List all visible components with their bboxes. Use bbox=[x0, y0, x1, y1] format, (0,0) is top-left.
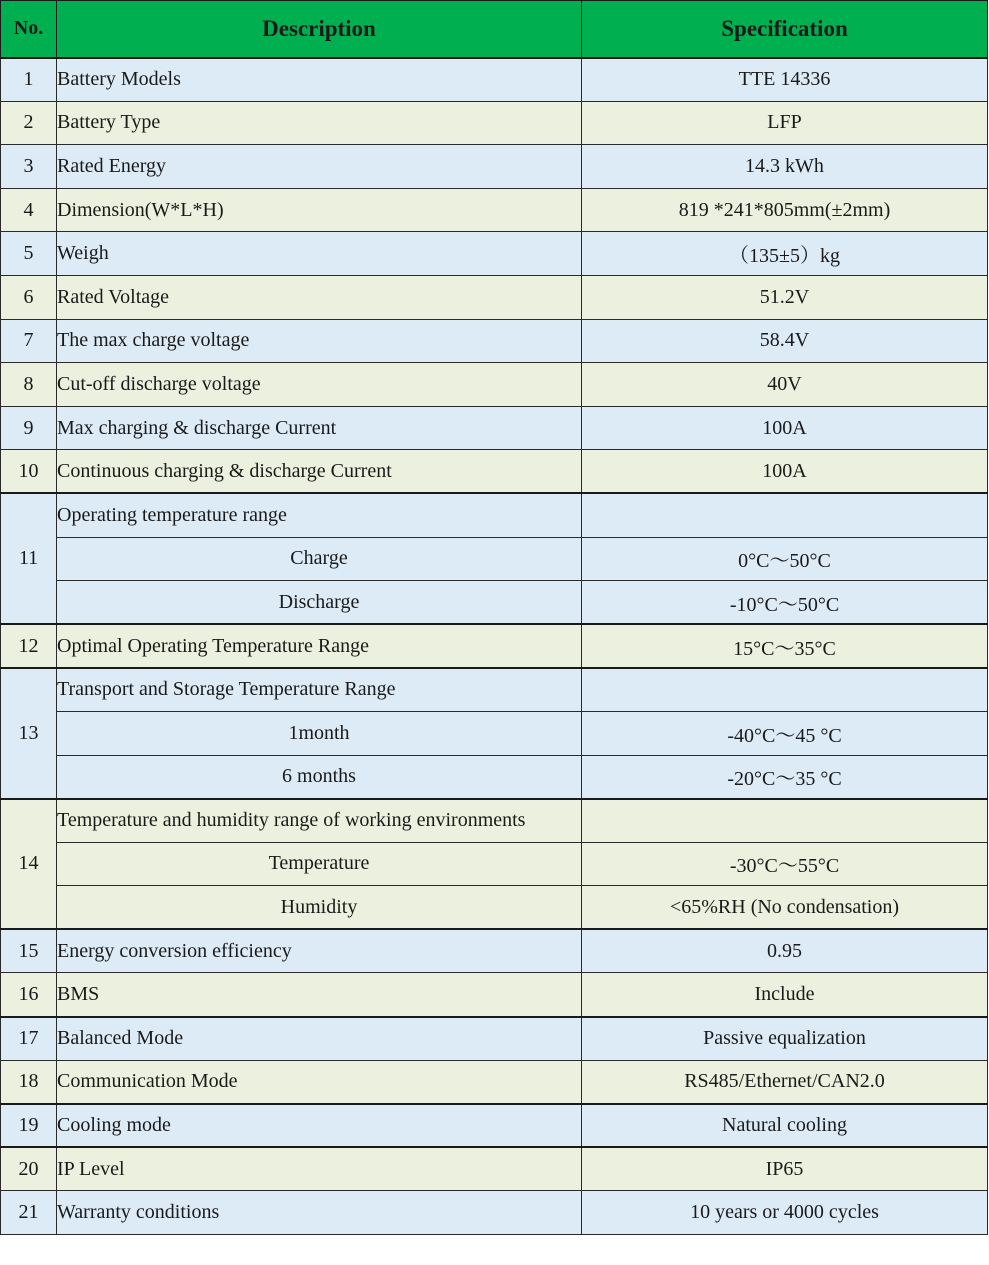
table-row bbox=[1, 799, 988, 843]
table-subrow bbox=[1, 581, 988, 625]
row-number: 18 bbox=[1, 1060, 57, 1104]
row-specification: TTE 14336 bbox=[582, 58, 988, 102]
header-description: Description bbox=[57, 1, 582, 58]
row-specification bbox=[582, 493, 988, 537]
row-number: 17 bbox=[1, 1017, 57, 1061]
row-number: 3 bbox=[1, 145, 57, 189]
row-number: 11 bbox=[1, 493, 57, 624]
row-specification: 51.2V bbox=[582, 275, 988, 319]
row-number: 14 bbox=[1, 799, 57, 930]
table-row bbox=[1, 145, 988, 189]
table-row bbox=[1, 929, 988, 973]
row-specification: Include bbox=[582, 973, 988, 1017]
header-no: No. bbox=[1, 1, 57, 58]
row-description: IP Level bbox=[57, 1147, 582, 1191]
row-specification: RS485/Ethernet/CAN2.0 bbox=[582, 1060, 988, 1104]
table-row bbox=[1, 363, 988, 407]
subrow-description: Discharge bbox=[57, 581, 582, 625]
subrow-description: Humidity bbox=[57, 886, 582, 930]
row-number: 12 bbox=[1, 624, 57, 668]
table-row bbox=[1, 319, 988, 363]
row-specification: 100A bbox=[582, 406, 988, 450]
row-number: 9 bbox=[1, 406, 57, 450]
row-number: 19 bbox=[1, 1104, 57, 1148]
table-row bbox=[1, 1060, 988, 1104]
row-description: Continuous charging & discharge Current bbox=[57, 450, 582, 494]
subrow-specification: 0°C～50°C bbox=[582, 537, 988, 581]
row-specification: 10 years or 4000 cycles bbox=[582, 1191, 988, 1235]
subrow-specification: <65%RH (No condensation) bbox=[582, 886, 988, 930]
table-subrow bbox=[1, 886, 988, 930]
row-description: The max charge voltage bbox=[57, 319, 582, 363]
row-description: Balanced Mode bbox=[57, 1017, 582, 1061]
table-row bbox=[1, 624, 988, 668]
table-row bbox=[1, 668, 988, 712]
header-row bbox=[1, 1, 988, 58]
row-specification: 14.3 kWh bbox=[582, 145, 988, 189]
row-description: Cooling mode bbox=[57, 1104, 582, 1148]
row-description: Operating temperature range bbox=[57, 493, 582, 537]
table-row bbox=[1, 406, 988, 450]
row-number: 10 bbox=[1, 450, 57, 494]
row-specification bbox=[582, 799, 988, 843]
row-description: Temperature and humidity range of working environments bbox=[57, 799, 582, 843]
row-description: Communication Mode bbox=[57, 1060, 582, 1104]
row-number: 7 bbox=[1, 319, 57, 363]
subrow-specification: -40°C～45 °C bbox=[582, 711, 988, 755]
row-specification: 40V bbox=[582, 363, 988, 407]
subrow-description: Charge bbox=[57, 537, 582, 581]
row-number: 1 bbox=[1, 58, 57, 102]
subrow-description: 6 months bbox=[57, 755, 582, 799]
subrow-specification: -30°C～55°C bbox=[582, 842, 988, 886]
table-row bbox=[1, 1147, 988, 1191]
table-row bbox=[1, 1017, 988, 1061]
row-number: 8 bbox=[1, 363, 57, 407]
table-subrow bbox=[1, 711, 988, 755]
row-specification: 0.95 bbox=[582, 929, 988, 973]
table-subrow bbox=[1, 537, 988, 581]
table-row bbox=[1, 1191, 988, 1235]
row-description: Battery Type bbox=[57, 101, 582, 145]
row-description: Transport and Storage Temperature Range bbox=[57, 668, 582, 712]
subrow-description: Temperature bbox=[57, 842, 582, 886]
row-specification: 819 *241*805mm(±2mm) bbox=[582, 188, 988, 232]
spec-body bbox=[1, 58, 988, 1235]
row-specification: Natural cooling bbox=[582, 1104, 988, 1148]
row-specification: Passive equalization bbox=[582, 1017, 988, 1061]
subrow-specification: -20°C～35 °C bbox=[582, 755, 988, 799]
row-specification bbox=[582, 668, 988, 712]
row-description: Optimal Operating Temperature Range bbox=[57, 624, 582, 668]
subrow-specification: -10°C～50°C bbox=[582, 581, 988, 625]
table-subrow bbox=[1, 842, 988, 886]
row-description: Dimension(W*L*H) bbox=[57, 188, 582, 232]
row-description: Weigh bbox=[57, 232, 582, 276]
row-description: Cut-off discharge voltage bbox=[57, 363, 582, 407]
row-specification: LFP bbox=[582, 101, 988, 145]
subrow-description: 1month bbox=[57, 711, 582, 755]
row-description: Rated Voltage bbox=[57, 275, 582, 319]
row-number: 16 bbox=[1, 973, 57, 1017]
table-row bbox=[1, 450, 988, 494]
row-description: Rated Energy bbox=[57, 145, 582, 189]
table-row bbox=[1, 275, 988, 319]
row-number: 13 bbox=[1, 668, 57, 799]
table-row bbox=[1, 188, 988, 232]
row-number: 2 bbox=[1, 101, 57, 145]
row-specification: 15°C～35°C bbox=[582, 624, 988, 668]
table-row bbox=[1, 1104, 988, 1148]
table-row bbox=[1, 101, 988, 145]
table-row bbox=[1, 493, 988, 537]
row-description: Warranty conditions bbox=[57, 1191, 582, 1235]
row-description: BMS bbox=[57, 973, 582, 1017]
row-specification: 100A bbox=[582, 450, 988, 494]
table-row bbox=[1, 232, 988, 276]
row-description: Energy conversion efficiency bbox=[57, 929, 582, 973]
row-specification: 58.4V bbox=[582, 319, 988, 363]
table-row bbox=[1, 58, 988, 102]
table-row bbox=[1, 973, 988, 1017]
row-number: 21 bbox=[1, 1191, 57, 1235]
table-subrow bbox=[1, 755, 988, 799]
row-number: 20 bbox=[1, 1147, 57, 1191]
row-number: 5 bbox=[1, 232, 57, 276]
row-number: 15 bbox=[1, 929, 57, 973]
row-specification: IP65 bbox=[582, 1147, 988, 1191]
header-specification: Specification bbox=[582, 1, 988, 58]
row-description: Battery Models bbox=[57, 58, 582, 102]
row-number: 6 bbox=[1, 275, 57, 319]
row-number: 4 bbox=[1, 188, 57, 232]
row-specification: （135±5）kg bbox=[582, 232, 988, 276]
row-description: Max charging & discharge Current bbox=[57, 406, 582, 450]
